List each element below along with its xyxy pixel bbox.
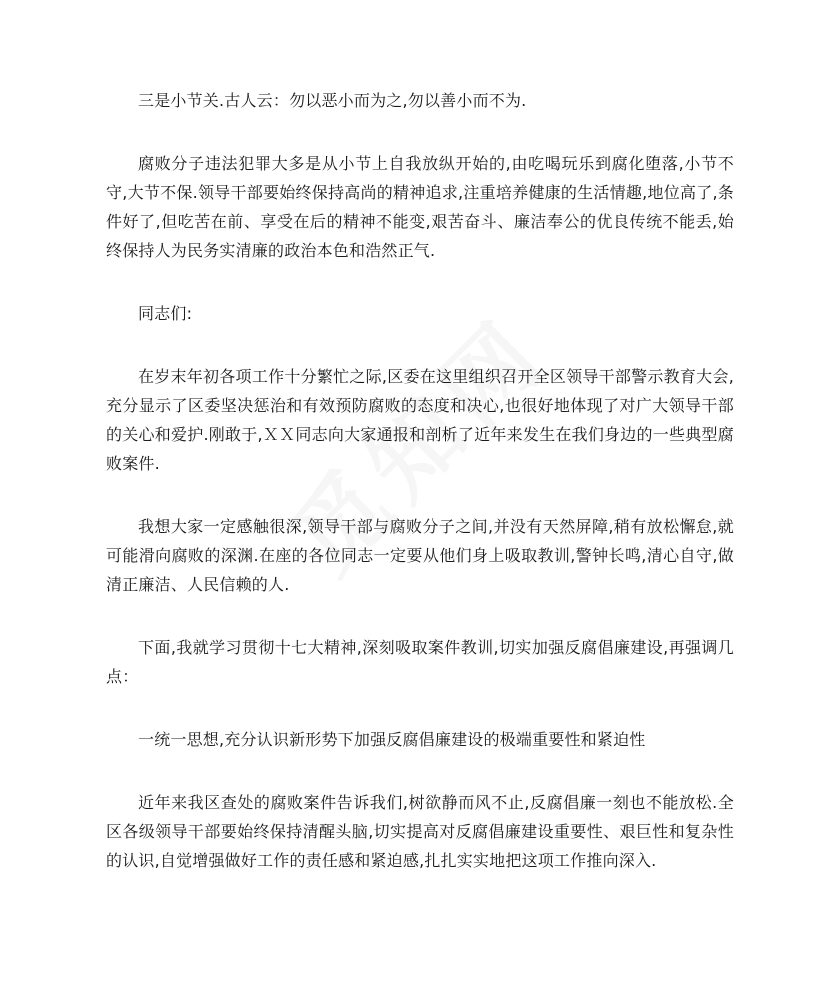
paragraph-4: 在岁末年初各项工作十分繁忙之际,区委在这里组织召开全区领导干部警示教育大会,充分显示了区委坚决惩治和有效预防腐败的态度和决心,也很好地体现了对广大领导干部的关心和爱护.刚敢于,ＸＸ同志向大家通报和剖析了近年来发生在我们身边的一些典型腐败案件.: [106, 367, 734, 473]
paragraph-1: 三是小节关.古人云：勿以恶小而为之,勿以善小而不为.: [138, 91, 527, 110]
section-heading: 一统一思想,充分认识新形势下加强反腐倡廉建设的极端重要性和紧迫性: [138, 730, 646, 749]
paragraph-6: 下面,我就学习贯彻十七大精神,深刻吸取案件教训,切实加强反腐倡廉建设,再强调几点：: [106, 638, 734, 686]
document-body: [106, 86, 734, 875]
paragraph-8: 近年来我区查处的腐败案件告诉我们,树欲静而风不止,反腐倡廉一刻也不能放松.全区各级领导干部要始终保持清醒头脑,切实提高对反腐倡廉建设重要性、艰巨性和复杂性的认识,自觉增强做好工作的责任感和紧迫感,扎扎实实地把这项工作推向深入.: [106, 793, 734, 870]
paragraph-3: 同志们:: [138, 304, 193, 323]
paragraph-5: 我想大家一定感触很深,领导干部与腐败分子之间,并没有天然屏障,稍有放松懈怠,就可能滑向腐败的深渊.在座的各位同志一定要从他们身上吸取教训,警钟长鸣,清心自守,做清正廉洁、人民信赖的人.: [106, 517, 734, 594]
paragraph-2: 腐败分子违法犯罪大多是从小节上自我放纵开始的,由吃喝玩乐到腐化堕落,小节不守,大节不保.领导干部要始终保持高尚的精神追求,注重培养健康的生活情趣,地位高了,条件好了,但吃苦在前、享受在后的精神不能变,艰苦奋斗、廉洁奉公的优良传统不能丢,始终保持人为民务实清廉的政治本色和浩然正气.: [106, 154, 734, 260]
